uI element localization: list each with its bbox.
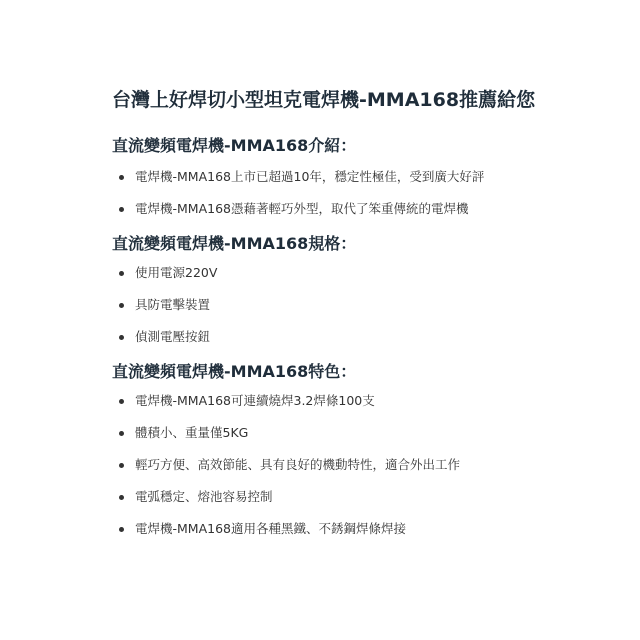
list-item bbox=[112, 200, 612, 218]
page-title: 台灣上好焊切小型坦克電焊機-MMA168推薦給您 bbox=[112, 89, 536, 111]
bullet-icon bbox=[119, 303, 124, 308]
bullet-list bbox=[112, 264, 612, 346]
list-item-text: 電焊機-MMA168可連續燒焊3.2焊條100支 bbox=[135, 393, 375, 408]
list-item bbox=[112, 296, 612, 314]
section-features bbox=[112, 360, 612, 538]
list-item-text: 電焊機-MMA168憑藉著輕巧外型，取代了笨重傳統的電焊機 bbox=[135, 201, 469, 216]
bullet-list bbox=[112, 168, 612, 218]
article-content bbox=[112, 86, 612, 552]
list-item bbox=[112, 456, 612, 474]
list-item-text: 偵測電壓按鈕 bbox=[135, 329, 211, 344]
list-item-text: 電弧穩定、熔池容易控制 bbox=[135, 489, 273, 504]
bullet-icon bbox=[119, 527, 124, 532]
list-item-text: 具防電擊裝置 bbox=[135, 297, 211, 312]
list-item bbox=[112, 328, 612, 346]
list-item bbox=[112, 168, 612, 186]
bullet-icon bbox=[119, 207, 124, 212]
bullet-icon bbox=[119, 335, 124, 340]
bullet-icon bbox=[119, 463, 124, 468]
bullet-icon bbox=[119, 271, 124, 276]
list-item bbox=[112, 424, 612, 442]
section-heading: 直流變頻電焊機-MMA168規格： bbox=[112, 234, 357, 253]
bullet-list bbox=[112, 392, 612, 538]
bullet-icon bbox=[119, 399, 124, 404]
section-specifications bbox=[112, 232, 612, 346]
list-item-text: 電焊機-MMA168適用各種黑鐵、不銹鋼焊條焊接 bbox=[135, 521, 406, 536]
list-item bbox=[112, 488, 612, 506]
section-heading: 直流變頻電焊機-MMA168特色： bbox=[112, 362, 357, 381]
bullet-icon bbox=[119, 431, 124, 436]
section-heading: 直流變頻電焊機-MMA168介紹： bbox=[112, 136, 357, 155]
list-item bbox=[112, 392, 612, 410]
list-item-text: 使用電源220V bbox=[135, 265, 218, 280]
list-item bbox=[112, 520, 612, 538]
list-item-text: 電焊機-MMA168上市已超過10年，穩定性極佳，受到廣大好評 bbox=[135, 169, 485, 184]
list-item-text: 輕巧方便、高效節能、具有良好的機動特性，適合外出工作 bbox=[135, 457, 461, 472]
list-item-text: 體積小、重量僅5KG bbox=[135, 425, 249, 440]
bullet-icon bbox=[119, 495, 124, 500]
section-introduction bbox=[112, 134, 612, 218]
list-item bbox=[112, 264, 612, 282]
bullet-icon bbox=[119, 175, 124, 180]
